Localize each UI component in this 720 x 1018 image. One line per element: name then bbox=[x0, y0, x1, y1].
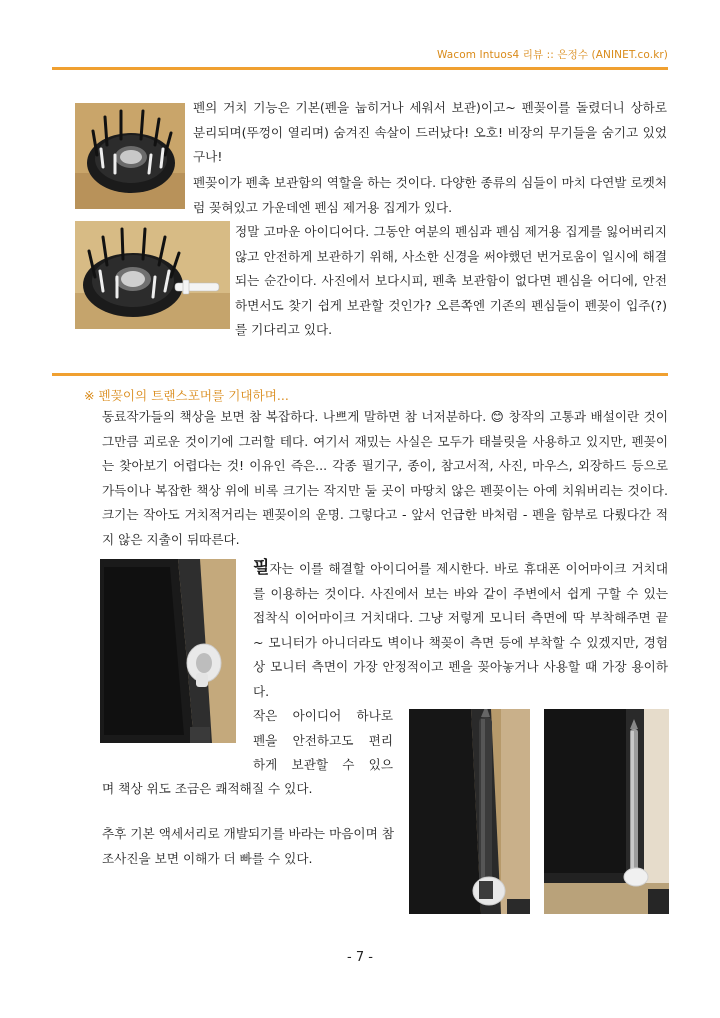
pen-in-clip-photo-2 bbox=[544, 709, 669, 914]
para3-line-2: 펜을 안전하고도 편리 bbox=[253, 732, 393, 748]
pen-holder-open-photo bbox=[75, 103, 185, 209]
section-paragraph-1: 동료작가들의 책상을 보면 참 복잡하다. 나쁘게 말하면 참 너저분하다. 😊 창작의 고통과 배설이란 것이 그만큼 괴로운 것이기에 그러할 테다. 여기서 재밌는 사실은 모두가 태블릿을 사용하고 있지만, 펜꽂이는 찾아보기 어렵다는 것! 이유인 즉은... 각종 필기구, 종이, 참고서적, 사진, 마우스, 외장하드 등으로 가득이나 복잡한 책상 위에 비록 크기는 작지만 둘 곳이 마땅치 않은 펜꽂이는 아예 치워버리는 것이다. 크기는 작아도 거치적거리는 펜꽂이의 운명. 그렇다고 - 앞서 언급한 바처럼 - 펜을 함부로 다뤘다간 적지 않은 지출이 뒤따른다. bbox=[102, 409, 668, 547]
drop-cap: 필 bbox=[253, 558, 270, 578]
page-number: - 7 - bbox=[347, 950, 373, 965]
header-rule bbox=[52, 67, 668, 70]
monitor-clip-photo bbox=[100, 559, 236, 743]
section-title: ※ 펜꽂이의 트랜스포머를 기대하며... bbox=[84, 388, 289, 403]
section-paragraph-3-end: 며 책상 위도 조금은 쾌적해질 수 있다. bbox=[102, 781, 313, 796]
intro-paragraph-3: 정말 고마운 아이디어다. 그동안 여분의 펜심과 펜심 제거용 집게를 잃어버리지 않고 안전하게 보관하기 위해, 사소한 신경을 써야했던 번거로움이 일시에 해결되는 순간이다. 사진에서 보다시피, 펜촉 보관함이 없다면 펜심을 어디에, 안전하면서도 찾기 쉽게 보관할 것인가? 오른쪽엔 기존의 펜심들이 펜꽂이 입주(?)를 기다리고 있다. bbox=[235, 224, 667, 338]
section-paragraph-2: 필자는 이를 해결할 아이디어를 제시한다. 바로 휴대폰 이어마이크 거치대를 이용하는 것이다. 사진에서 보는 바와 같이 주변에서 쉽게 구할 수 있는 접착식 이어마이크 거치대다. 그냥 저렇게 모니터 측면에 딱 부착해주면 끝~ 모니터가 아니더라도 벽이나 책꽂이 측면 등에 부착할 수 있겠지만, 경험상 모니터 측면이 가장 안정적이고 펜을 꽂아놓거나 사용할 때 가장 용이하다. bbox=[253, 558, 668, 699]
header-title: Wacom Intuos4 리뷰 :: 은정수 (ANINET.co.kr) bbox=[436, 49, 668, 61]
section-paragraph-3 bbox=[253, 704, 393, 778]
section-paragraph-4: 추후 기본 액세서리로 개발되기를 바라는 마음이며 참조사진을 보면 이해가 더 빠를 수 있다. bbox=[102, 826, 394, 866]
pen-holder-nibs-photo bbox=[75, 221, 230, 329]
para3-line-3: 하게 보관할 수 있으 bbox=[253, 757, 393, 773]
section-rule bbox=[52, 373, 668, 376]
para3-line-1: 작은 아이디어 하나로 bbox=[253, 708, 393, 723]
intro-paragraph-2: 펜꽂이가 펜촉 보관함의 역할을 하는 것이다. 다양한 종류의 심들이 마치 다연발 로켓처럼 꽂혀있고 가운데엔 펜심 제거용 집게가 있다. bbox=[193, 175, 667, 215]
intro-paragraph-1: 펜의 거치 기능은 기본(펜을 눕히거나 세워서 보관)이고~ 펜꽂이를 돌렸더니 상하로 분리되며(뚜껑이 열리며) 숨겨진 속살이 드러났다! 오호! 비장의 무기들을 숨기고 있었구나! bbox=[193, 100, 667, 165]
pen-in-clip-photo-1 bbox=[409, 709, 530, 914]
